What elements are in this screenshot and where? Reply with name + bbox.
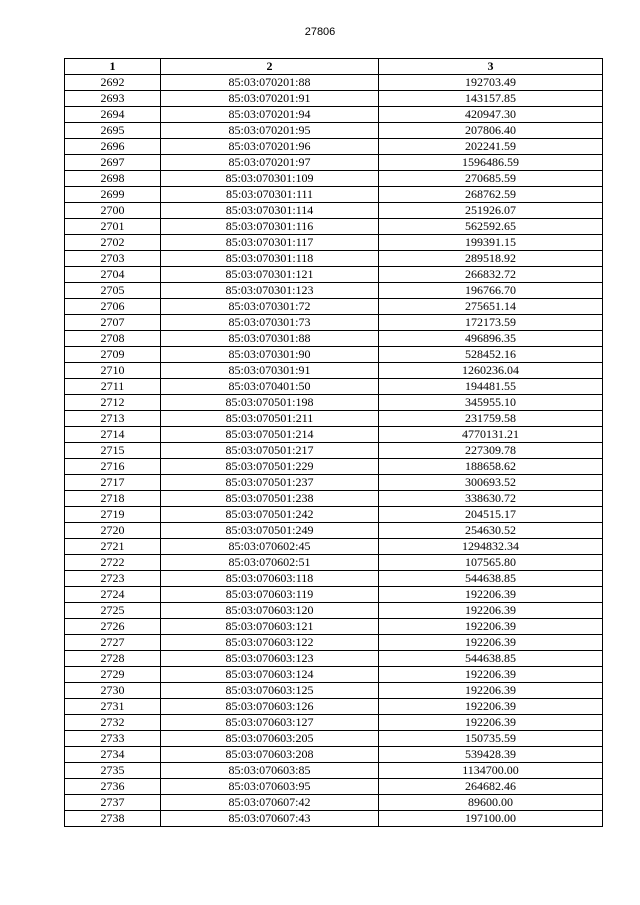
row-number-cell: 2714 bbox=[65, 427, 161, 443]
cadastral-number-cell: 85:03:070301:109 bbox=[161, 171, 379, 187]
cadastral-number-cell: 85:03:070501:249 bbox=[161, 523, 379, 539]
header-row bbox=[65, 59, 603, 75]
cadastral-number-cell: 85:03:070301:117 bbox=[161, 235, 379, 251]
value-cell: 107565.80 bbox=[379, 555, 603, 571]
row-number-cell: 2731 bbox=[65, 699, 161, 715]
row-number-cell: 2704 bbox=[65, 267, 161, 283]
row-number-cell: 2736 bbox=[65, 779, 161, 795]
row-number-cell: 2715 bbox=[65, 443, 161, 459]
cadastral-number-cell: 85:03:070301:121 bbox=[161, 267, 379, 283]
row-number-cell: 2720 bbox=[65, 523, 161, 539]
table-row bbox=[65, 91, 603, 107]
value-cell: 192206.39 bbox=[379, 667, 603, 683]
value-cell: 300693.52 bbox=[379, 475, 603, 491]
cadastral-number-cell: 85:03:070301:88 bbox=[161, 331, 379, 347]
value-cell: 192206.39 bbox=[379, 635, 603, 651]
table-row bbox=[65, 171, 603, 187]
value-cell: 289518.92 bbox=[379, 251, 603, 267]
row-number-cell: 2707 bbox=[65, 315, 161, 331]
cadastral-number-cell: 85:03:070501:217 bbox=[161, 443, 379, 459]
cadastral-number-cell: 85:03:070603:125 bbox=[161, 683, 379, 699]
table-row bbox=[65, 443, 603, 459]
table-row bbox=[65, 475, 603, 491]
table-row bbox=[65, 283, 603, 299]
cadastral-number-cell: 85:03:070603:122 bbox=[161, 635, 379, 651]
table-row bbox=[65, 795, 603, 811]
value-cell: 562592.65 bbox=[379, 219, 603, 235]
table-body bbox=[65, 75, 603, 827]
table-row bbox=[65, 603, 603, 619]
table-row bbox=[65, 507, 603, 523]
value-cell: 143157.85 bbox=[379, 91, 603, 107]
value-cell: 89600.00 bbox=[379, 795, 603, 811]
cadastral-number-cell: 85:03:070301:116 bbox=[161, 219, 379, 235]
table-row bbox=[65, 267, 603, 283]
value-cell: 188658.62 bbox=[379, 459, 603, 475]
table-row bbox=[65, 155, 603, 171]
table-row bbox=[65, 203, 603, 219]
cadastral-number-cell: 85:03:070607:42 bbox=[161, 795, 379, 811]
table-row bbox=[65, 459, 603, 475]
value-cell: 528452.16 bbox=[379, 347, 603, 363]
cadastral-number-cell: 85:03:070201:95 bbox=[161, 123, 379, 139]
row-number-cell: 2727 bbox=[65, 635, 161, 651]
row-number-cell: 2708 bbox=[65, 331, 161, 347]
cadastral-number-cell: 85:03:070603:118 bbox=[161, 571, 379, 587]
cadastral-number-cell: 85:03:070603:124 bbox=[161, 667, 379, 683]
row-number-cell: 2737 bbox=[65, 795, 161, 811]
row-number-cell: 2719 bbox=[65, 507, 161, 523]
table-row bbox=[65, 539, 603, 555]
row-number-cell: 2717 bbox=[65, 475, 161, 491]
table-row bbox=[65, 299, 603, 315]
table-row bbox=[65, 235, 603, 251]
row-number-cell: 2718 bbox=[65, 491, 161, 507]
cadastral-number-cell: 85:03:070201:94 bbox=[161, 107, 379, 123]
value-cell: 194481.55 bbox=[379, 379, 603, 395]
row-number-cell: 2724 bbox=[65, 587, 161, 603]
cadastral-number-cell: 85:03:070501:211 bbox=[161, 411, 379, 427]
cadastral-number-cell: 85:03:070603:208 bbox=[161, 747, 379, 763]
value-cell: 1596486.59 bbox=[379, 155, 603, 171]
row-number-cell: 2729 bbox=[65, 667, 161, 683]
cadastral-number-cell: 85:03:070301:90 bbox=[161, 347, 379, 363]
row-number-cell: 2726 bbox=[65, 619, 161, 635]
row-number-cell: 2713 bbox=[65, 411, 161, 427]
cadastral-number-cell: 85:03:070301:72 bbox=[161, 299, 379, 315]
value-cell: 338630.72 bbox=[379, 491, 603, 507]
cadastral-number-cell: 85:03:070603:126 bbox=[161, 699, 379, 715]
table-row bbox=[65, 747, 603, 763]
value-cell: 202241.59 bbox=[379, 139, 603, 155]
table-row bbox=[65, 363, 603, 379]
row-number-cell: 2712 bbox=[65, 395, 161, 411]
row-number-cell: 2728 bbox=[65, 651, 161, 667]
table-row bbox=[65, 779, 603, 795]
cadastral-number-cell: 85:03:070201:88 bbox=[161, 75, 379, 91]
value-cell: 345955.10 bbox=[379, 395, 603, 411]
row-number-cell: 2702 bbox=[65, 235, 161, 251]
value-cell: 192206.39 bbox=[379, 587, 603, 603]
value-cell: 172173.59 bbox=[379, 315, 603, 331]
row-number-cell: 2710 bbox=[65, 363, 161, 379]
value-cell: 197100.00 bbox=[379, 811, 603, 827]
page-number: 27806 bbox=[304, 26, 336, 38]
cadastral-number-cell: 85:03:070603:127 bbox=[161, 715, 379, 731]
table-row bbox=[65, 427, 603, 443]
cadastral-number-cell: 85:03:070501:238 bbox=[161, 491, 379, 507]
cadastral-number-cell: 85:03:070602:51 bbox=[161, 555, 379, 571]
cadastral-number-cell: 85:03:070401:50 bbox=[161, 379, 379, 395]
table-row bbox=[65, 731, 603, 747]
table-row bbox=[65, 251, 603, 267]
row-number-cell: 2698 bbox=[65, 171, 161, 187]
table-row bbox=[65, 491, 603, 507]
cadastral-number-cell: 85:03:070301:73 bbox=[161, 315, 379, 331]
cadastral-number-cell: 85:03:070301:123 bbox=[161, 283, 379, 299]
row-number-cell: 2734 bbox=[65, 747, 161, 763]
row-number-cell: 2699 bbox=[65, 187, 161, 203]
value-cell: 192206.39 bbox=[379, 715, 603, 731]
table-row bbox=[65, 347, 603, 363]
value-cell: 420947.30 bbox=[379, 107, 603, 123]
value-cell: 204515.17 bbox=[379, 507, 603, 523]
table-header bbox=[65, 59, 603, 75]
table-row bbox=[65, 107, 603, 123]
value-cell: 4770131.21 bbox=[379, 427, 603, 443]
value-cell: 192206.39 bbox=[379, 699, 603, 715]
row-number-cell: 2693 bbox=[65, 91, 161, 107]
table-row bbox=[65, 667, 603, 683]
row-number-cell: 2735 bbox=[65, 763, 161, 779]
cadastral-number-cell: 85:03:070201:97 bbox=[161, 155, 379, 171]
cadastral-number-cell: 85:03:070301:111 bbox=[161, 187, 379, 203]
table-row bbox=[65, 395, 603, 411]
value-cell: 496896.35 bbox=[379, 331, 603, 347]
cadastral-number-cell: 85:03:070603:123 bbox=[161, 651, 379, 667]
row-number-cell: 2695 bbox=[65, 123, 161, 139]
row-number-cell: 2701 bbox=[65, 219, 161, 235]
row-number-cell: 2721 bbox=[65, 539, 161, 555]
table-row bbox=[65, 683, 603, 699]
row-number-cell: 2692 bbox=[65, 75, 161, 91]
table-row bbox=[65, 331, 603, 347]
cadastral-number-cell: 85:03:070607:43 bbox=[161, 811, 379, 827]
table-row bbox=[65, 715, 603, 731]
row-number-cell: 2722 bbox=[65, 555, 161, 571]
value-cell: 266832.72 bbox=[379, 267, 603, 283]
table-row bbox=[65, 811, 603, 827]
cadastral-number-cell: 85:03:070603:120 bbox=[161, 603, 379, 619]
value-cell: 254630.52 bbox=[379, 523, 603, 539]
value-cell: 539428.39 bbox=[379, 747, 603, 763]
value-cell: 544638.85 bbox=[379, 571, 603, 587]
row-number-cell: 2696 bbox=[65, 139, 161, 155]
column-header-1: 1 bbox=[65, 59, 161, 75]
value-cell: 196766.70 bbox=[379, 283, 603, 299]
row-number-cell: 2705 bbox=[65, 283, 161, 299]
value-cell: 251926.07 bbox=[379, 203, 603, 219]
table-row bbox=[65, 651, 603, 667]
cadastral-number-cell: 85:03:070201:96 bbox=[161, 139, 379, 155]
value-cell: 1260236.04 bbox=[379, 363, 603, 379]
table-row bbox=[65, 571, 603, 587]
cadastral-number-cell: 85:03:070603:95 bbox=[161, 779, 379, 795]
value-cell: 192703.49 bbox=[379, 75, 603, 91]
value-cell: 544638.85 bbox=[379, 651, 603, 667]
table-row bbox=[65, 619, 603, 635]
row-number-cell: 2709 bbox=[65, 347, 161, 363]
cadastral-number-cell: 85:03:070501:214 bbox=[161, 427, 379, 443]
row-number-cell: 2738 bbox=[65, 811, 161, 827]
cadastral-number-cell: 85:03:070603:85 bbox=[161, 763, 379, 779]
value-cell: 270685.59 bbox=[379, 171, 603, 187]
table-row bbox=[65, 139, 603, 155]
cadastral-number-cell: 85:03:070603:121 bbox=[161, 619, 379, 635]
cadastral-number-cell: 85:03:070602:45 bbox=[161, 539, 379, 555]
table-row bbox=[65, 587, 603, 603]
value-cell: 1294832.34 bbox=[379, 539, 603, 555]
table-row bbox=[65, 187, 603, 203]
value-cell: 231759.58 bbox=[379, 411, 603, 427]
row-number-cell: 2730 bbox=[65, 683, 161, 699]
table-row bbox=[65, 699, 603, 715]
value-cell: 268762.59 bbox=[379, 187, 603, 203]
value-cell: 207806.40 bbox=[379, 123, 603, 139]
cadastral-number-cell: 85:03:070301:114 bbox=[161, 203, 379, 219]
row-number-cell: 2733 bbox=[65, 731, 161, 747]
cadastral-number-cell: 85:03:070301:118 bbox=[161, 251, 379, 267]
cadastral-number-cell: 85:03:070603:119 bbox=[161, 587, 379, 603]
cadastral-number-cell: 85:03:070603:205 bbox=[161, 731, 379, 747]
row-number-cell: 2694 bbox=[65, 107, 161, 123]
cadastral-number-cell: 85:03:070301:91 bbox=[161, 363, 379, 379]
cadastral-number-cell: 85:03:070501:229 bbox=[161, 459, 379, 475]
value-cell: 199391.15 bbox=[379, 235, 603, 251]
row-number-cell: 2700 bbox=[65, 203, 161, 219]
registry-table bbox=[64, 58, 603, 827]
table-row bbox=[65, 219, 603, 235]
value-cell: 192206.39 bbox=[379, 603, 603, 619]
row-number-cell: 2697 bbox=[65, 155, 161, 171]
value-cell: 150735.59 bbox=[379, 731, 603, 747]
value-cell: 227309.78 bbox=[379, 443, 603, 459]
cadastral-number-cell: 85:03:070501:237 bbox=[161, 475, 379, 491]
column-header-3: 3 bbox=[379, 59, 603, 75]
table-row bbox=[65, 75, 603, 91]
row-number-cell: 2703 bbox=[65, 251, 161, 267]
row-number-cell: 2711 bbox=[65, 379, 161, 395]
table-row bbox=[65, 379, 603, 395]
table-row bbox=[65, 315, 603, 331]
row-number-cell: 2723 bbox=[65, 571, 161, 587]
table-row bbox=[65, 555, 603, 571]
table-row bbox=[65, 763, 603, 779]
value-cell: 1134700.00 bbox=[379, 763, 603, 779]
row-number-cell: 2732 bbox=[65, 715, 161, 731]
table-row bbox=[65, 523, 603, 539]
value-cell: 192206.39 bbox=[379, 619, 603, 635]
row-number-cell: 2716 bbox=[65, 459, 161, 475]
column-header-2: 2 bbox=[161, 59, 379, 75]
cadastral-number-cell: 85:03:070501:198 bbox=[161, 395, 379, 411]
value-cell: 192206.39 bbox=[379, 683, 603, 699]
table-row bbox=[65, 635, 603, 651]
value-cell: 264682.46 bbox=[379, 779, 603, 795]
table-row bbox=[65, 411, 603, 427]
value-cell: 275651.14 bbox=[379, 299, 603, 315]
cadastral-number-cell: 85:03:070501:242 bbox=[161, 507, 379, 523]
table-row bbox=[65, 123, 603, 139]
row-number-cell: 2725 bbox=[65, 603, 161, 619]
row-number-cell: 2706 bbox=[65, 299, 161, 315]
cadastral-number-cell: 85:03:070201:91 bbox=[161, 91, 379, 107]
